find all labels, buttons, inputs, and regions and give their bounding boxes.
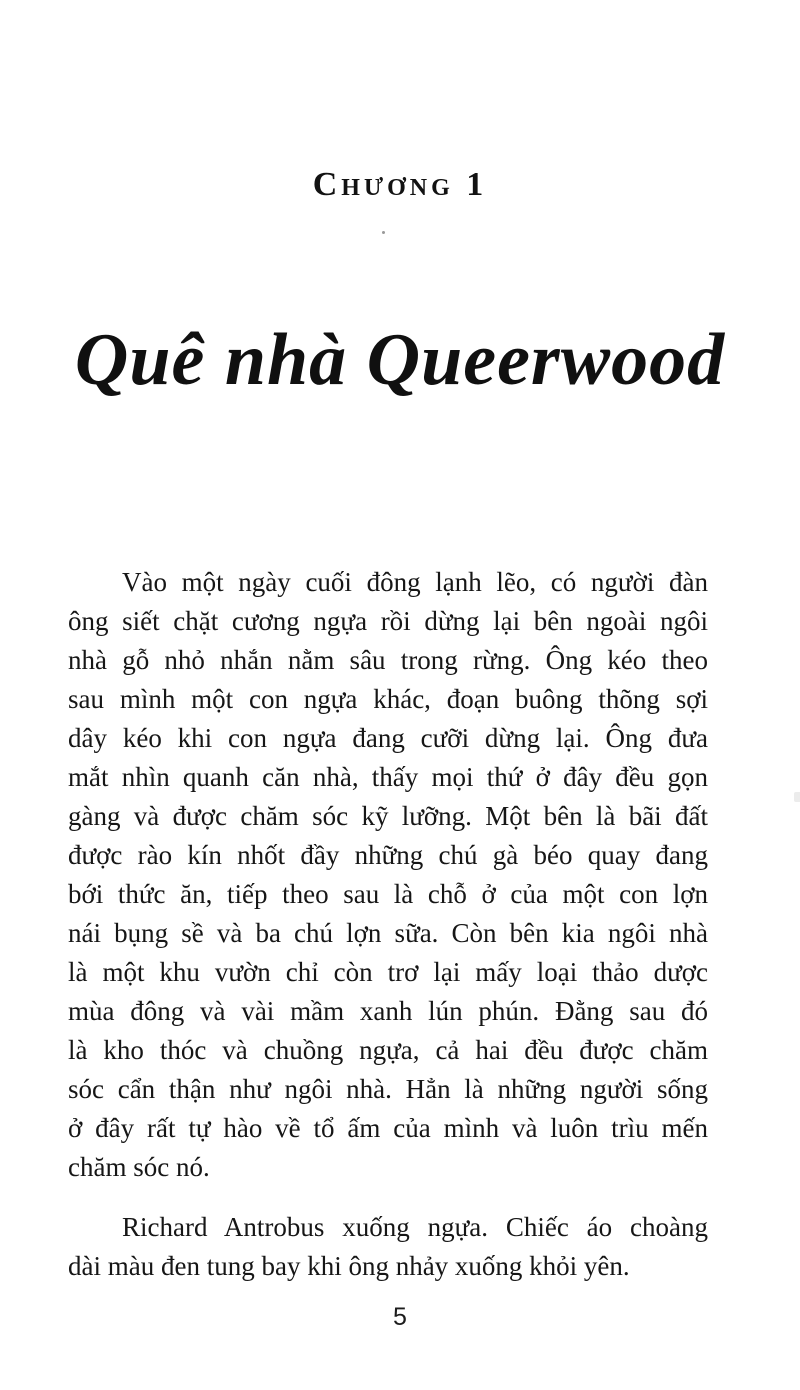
text-line: chăm sóc nó. [68, 1152, 210, 1182]
text-line: dây kéo khi con ngựa đang cưỡi dừng lại. Ông đưa [68, 723, 708, 753]
text-line: bới thức ăn, tiếp theo sau là chỗ ở của một con lợn [68, 879, 708, 909]
text-line: dài màu đen tung bay khi ông nhảy xuống khỏi yên. [68, 1251, 630, 1281]
text-line: là kho thóc và chuồng ngựa, cả hai đều được chăm [68, 1035, 708, 1065]
text-line: là một khu vườn chỉ còn trơ lại mấy loại thảo dược [68, 957, 708, 987]
text-line: Vào một ngày cuối đông lạnh lẽo, có người đàn [122, 567, 708, 597]
text-line: gàng và được chăm sóc kỹ lưỡng. Một bên là bãi đất [68, 801, 708, 831]
text-line: ông siết chặt cương ngựa rồi dừng lại bên ngoài ngôi [68, 606, 708, 636]
scan-artifact-edge [794, 792, 800, 802]
body-paragraph [68, 1208, 708, 1286]
page-number: 5 [393, 1303, 407, 1331]
chapter-title: Quê nhà Queerwood [74, 319, 726, 401]
text-line: ở đây rất tự hào về tổ ấm của mình và luôn trìu mến [68, 1113, 708, 1143]
scan-artifact-dot [382, 231, 385, 234]
body-paragraph [68, 563, 708, 1187]
text-line: được rào kín nhốt đầy những chú gà béo quay đang [68, 840, 708, 870]
text-line: sau mình một con ngựa khác, đoạn buông thõng sợi [68, 684, 708, 714]
text-line: nhà gỗ nhỏ nhắn nằm sâu trong rừng. Ông kéo theo [68, 645, 708, 675]
body-text [68, 563, 708, 1286]
text-line: Richard Antrobus xuống ngựa. Chiếc áo choàng [122, 1212, 708, 1242]
text-line: sóc cẩn thận như ngôi nhà. Hẳn là những người sống [68, 1074, 708, 1104]
text-line: mắt nhìn quanh căn nhà, thấy mọi thứ ở đây đều gọn [68, 762, 708, 792]
text-line: nái bụng sề và ba chú lợn sữa. Còn bên kia ngôi nhà [68, 918, 708, 948]
text-line: mùa đông và vài mầm xanh lún phún. Đằng sau đó [68, 996, 708, 1026]
chapter-heading: Chương 1 [312, 166, 488, 203]
